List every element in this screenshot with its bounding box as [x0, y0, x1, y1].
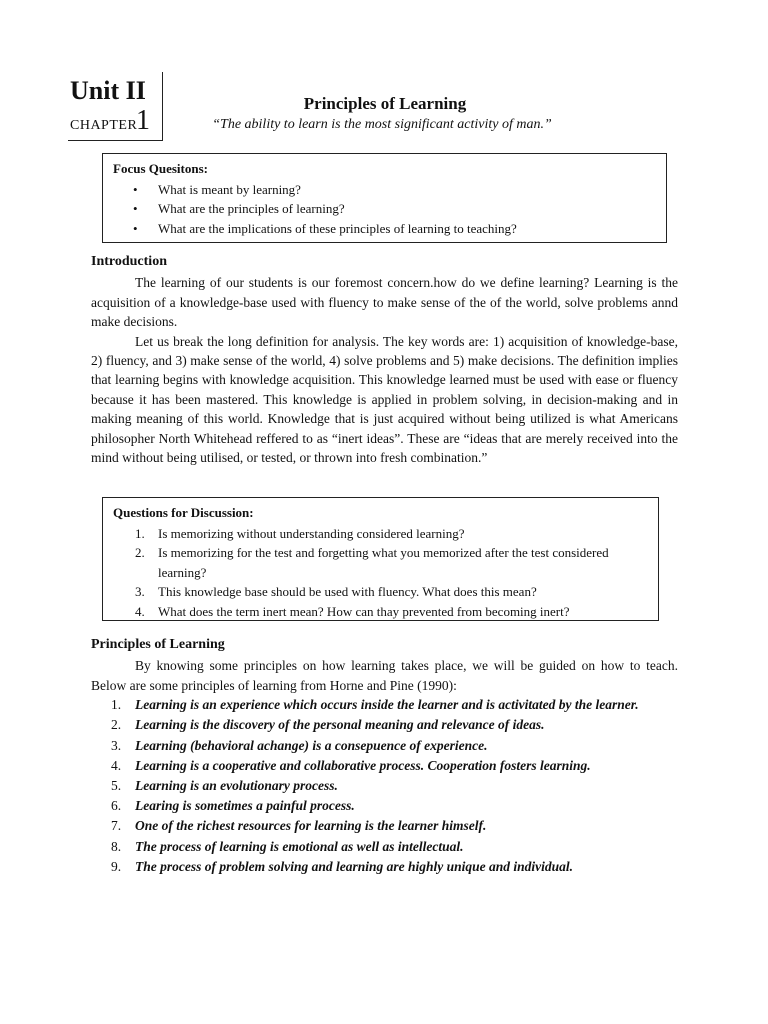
- principle-text: Learing is sometimes a painful process.: [135, 798, 355, 814]
- discussion-questions-list: [113, 524, 648, 622]
- discussion-question: [135, 543, 648, 582]
- focus-questions-box: [102, 153, 667, 243]
- list-number: 3.: [111, 737, 122, 753]
- unit-header-block: [68, 72, 163, 141]
- principles-heading: Principles of Learning: [91, 637, 225, 652]
- chapter-number: 1: [136, 105, 150, 136]
- focus-question: • What are the principles of learning?: [158, 199, 656, 219]
- list-number: 2.: [111, 717, 122, 733]
- focus-questions-heading: Focus Quesitons:: [113, 161, 208, 176]
- principle-text: Learning is the discovery of the personal meaning and relevance of ideas.: [135, 717, 545, 733]
- principle-text: Learning is an evolutionary process.: [135, 778, 338, 794]
- principle-item: [111, 816, 678, 836]
- discussion-questions-box: [102, 497, 659, 621]
- list-number: 4.: [135, 603, 145, 619]
- list-number: 4.: [111, 757, 122, 773]
- introduction-paragraph: Let us break the long definition for analysis. The key words are: 1) acquisition of knowledge-base, 2) fluency, and 3) make sense of the world, 4) solve problems and 5) make decisions. The definition implies that learning begins with knowledge acquisition. This knowledge learned must be used with ease or fluency because it has been mastered. This knowledge is applied in problem solving, in decision-making and in making meaning of this world. Knowledge that is just acquired without being utilized is what Americans philosopher North Whitehead reffered to as “inert ideas”. These are “ideas that are merely received into the mind without being utilised, or tested, or thrown into fresh combination.”: [91, 333, 678, 466]
- question-text: Is memorizing without understanding considered learning?: [158, 525, 465, 541]
- question-text: What does the term inert mean? How can thay prevented from becoming inert?: [158, 603, 570, 619]
- list-number: 3.: [135, 584, 145, 599]
- principle-item: [111, 776, 678, 796]
- principle-item: [111, 756, 678, 776]
- unit-title: Unit II: [70, 76, 146, 105]
- principle-item: [111, 715, 678, 735]
- discussion-question: [135, 524, 648, 544]
- principles-intro: By knowing some principles on how learning takes place, we will be guided on how to teach. Below are some principles of learning from Horne and Pine (1990):: [91, 658, 678, 693]
- principle-item: [111, 736, 678, 756]
- principle-text: Learning is a cooperative and collaborative process. Cooperation fosters learning.: [135, 757, 591, 773]
- focus-questions-list: [113, 180, 656, 239]
- discussion-questions-heading: Questions for Discussion:: [113, 505, 254, 520]
- principle-text: One of the richest resources for learning is the learner himself.: [135, 818, 487, 834]
- principle-text: Learning is an experience which occurs inside the learner and is activitated by the learner.: [135, 697, 639, 713]
- question-text: Is memorizing for the test and forgetting what you memorized after the test considered learning?: [158, 545, 609, 580]
- list-number: 1.: [135, 525, 145, 541]
- principle-text: The process of learning is emotional as well as intellectual.: [135, 838, 464, 854]
- introduction-section: [91, 252, 678, 467]
- list-number: 1.: [111, 697, 122, 713]
- discussion-question: [135, 602, 648, 622]
- chapter-label: CHAPTER: [70, 118, 138, 133]
- focus-question: • What are the implications of these principles of learning to teaching?: [158, 219, 656, 239]
- list-number: 7.: [111, 818, 122, 834]
- principle-item: [111, 837, 678, 857]
- principle-item: [111, 857, 678, 877]
- question-text: This knowledge base should be used with fluency. What does this mean?: [158, 584, 537, 599]
- list-number: 5.: [111, 778, 122, 794]
- list-number: 2.: [135, 545, 145, 560]
- list-number: 8.: [111, 838, 122, 854]
- principle-text: Learning (behavioral achange) is a consepuence of experience.: [135, 737, 488, 753]
- principles-section: [91, 635, 678, 877]
- principles-list: [91, 695, 678, 877]
- introduction-heading: Introduction: [91, 254, 167, 269]
- discussion-question: [135, 582, 648, 602]
- page-title: Principles of Learning: [303, 94, 467, 113]
- focus-question: • What is meant by learning?: [158, 180, 656, 200]
- principle-item: [111, 796, 678, 816]
- list-number: 9.: [111, 858, 122, 874]
- principle-item: [111, 695, 678, 715]
- principle-text: The process of problem solving and learning are highly unique and individual.: [135, 858, 574, 874]
- introduction-paragraph: The learning of our students is our foremost concern.how do we define learning? Learning is the acquisition of a knowledge-base used with fluency to make sense of the of the world, solve problems annd make decisions.: [91, 275, 678, 330]
- list-number: 6.: [111, 798, 122, 814]
- epigraph-quote: “The ability to learn is the most significant activity of man.”: [212, 117, 552, 132]
